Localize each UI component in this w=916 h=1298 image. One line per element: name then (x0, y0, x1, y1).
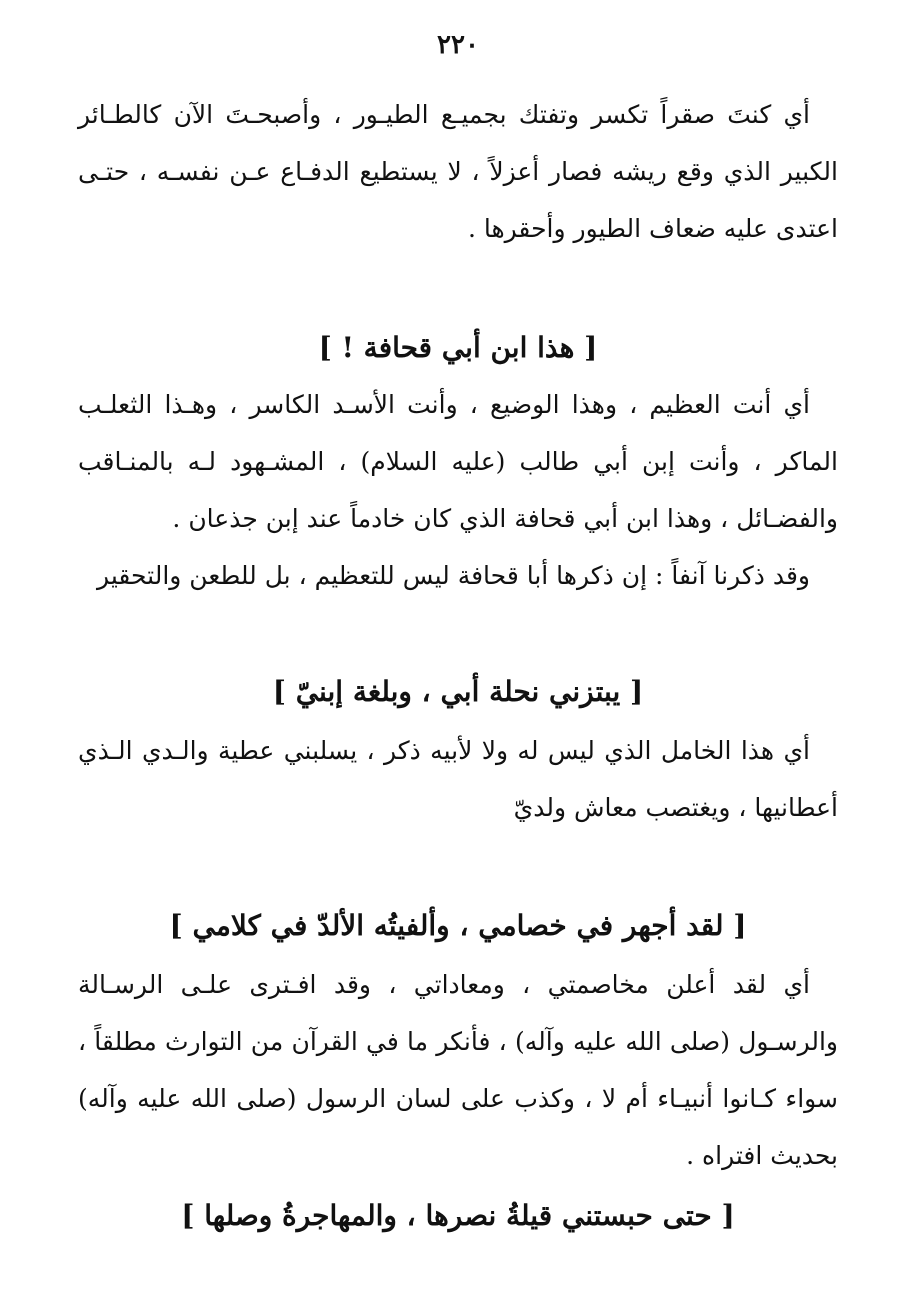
section-heading: [ يبتزني نحلة أبي ، وبلغة إبنيّ ] (272, 675, 644, 708)
paragraph: أي كنتَ صقراً تكسر وتفتك بجميـع الطيـور ، وأصبحـتَ الآن كالطـائر الكبير الذي وقع ريشه فصار أعزلاً ، لا يستطيع الدفـاع عـن نفسـه ، حتـى اعتدى عليه ضعاف الطيور وأحقرها . (78, 100, 838, 243)
paragraph: وقد ذكرنا آنفاً : إن ذكرها أبا قحافة ليس للتعظيم ، بل للطعن والتحقير (97, 561, 810, 590)
page-number: ٢٢٠ (437, 30, 479, 60)
section-heading: [ هذا ابن أبي قحافة ! ] (318, 331, 598, 364)
paragraph: أي هذا الخامل الذي ليس له ولا لأبيه ذكر ، يسلبني عطية والـدي الـذي أعطانيها ، ويغتصب معاش ولديّ (78, 736, 838, 822)
section-1-body (78, 376, 838, 604)
opening-paragraph-block (78, 86, 838, 257)
paragraph: أي لقد أعلن مخاصمتي ، ومعاداتي ، وقد افـترى علـى الرسـالة والرسـول (صلى الله عليه وآله) ، فأنكر ما في القرآن من التوارث مطلقاً ، سواء كـانوا أنبيـاء أم لا ، وكذب على لسان الرسول (صلى الله عليه وآله) بحديث افتراه . (78, 970, 838, 1170)
section-heading: [ حتى حبستني قيلةُ نصرها ، والمهاجرةُ وصلها ] (181, 1199, 735, 1232)
section-heading: [ لقد أجهر في خصامي ، وألفيتُه الألدّ في كلامي ] (169, 909, 747, 942)
section-3-body (78, 956, 838, 1184)
section-2-body (78, 722, 838, 836)
paragraph: أي أنت العظيم ، وهذا الوضيع ، وأنت الأسـد الكاسر ، وهـذا الثعلـب الماكر ، وأنت إبن أبي طالب (عليه السلام) ، المشـهود لـه بالمنـاقب والفضـائل ، وهذا ابن أبي قحافة الذي كان خادماً عند إبن جذعان . (78, 390, 838, 533)
